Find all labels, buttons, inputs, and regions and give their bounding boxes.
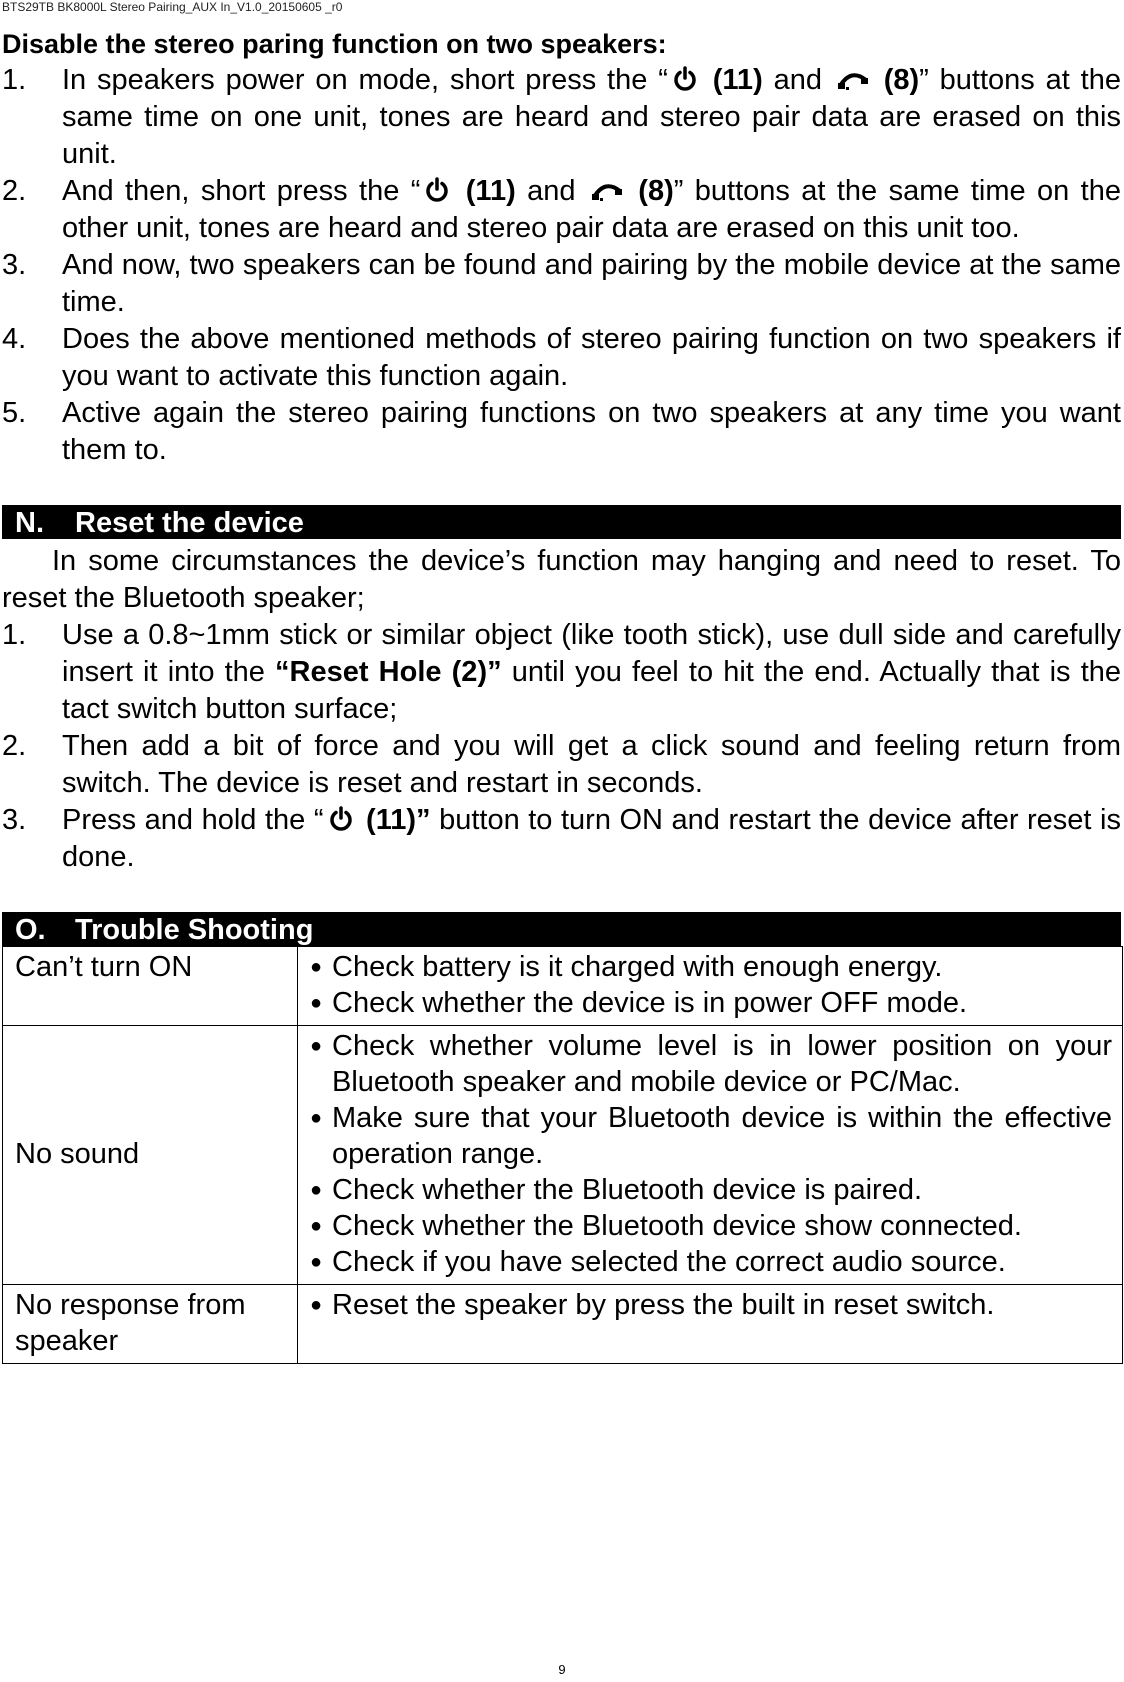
list-item: ● Check whether the device is in power OFF mode. — [310, 985, 1112, 1021]
checks-list — [310, 1028, 1112, 1280]
disable-section-title: Disable the stereo paring function on two speakers: — [2, 29, 667, 59]
table-row — [3, 947, 1123, 1026]
troubleshooting-table — [2, 946, 1123, 1364]
list-item: ● Check battery is it charged with enough energy. — [310, 949, 1112, 985]
checks-list — [310, 1287, 1112, 1323]
reset-steps-list — [2, 617, 1121, 876]
list-item: ● Check whether the Bluetooth device is paired. — [310, 1172, 1112, 1208]
checks-cell — [298, 1026, 1123, 1285]
table-row — [3, 1285, 1123, 1364]
problem-cell: No response from speaker — [3, 1285, 298, 1364]
disable-step-2: 2. And then, short press the “ (11) and (8)” buttons at the same time on the other unit, tones are heard and stereo pair data are erased on this unit too. — [2, 175, 1121, 244]
problem-cell: Can’t turn ON — [3, 947, 298, 1026]
checks-cell — [298, 947, 1123, 1026]
reset-intro: In some circumstances the device’s function may hanging and need to reset. To reset the Bluetooth speaker; — [2, 545, 1121, 614]
reset-step-2: 2. Then add a bit of force and you will get a click sound and feeling return from switch. The device is reset and restart in seconds. — [2, 730, 1121, 799]
checks-list — [310, 949, 1112, 1021]
power-icon — [328, 806, 354, 832]
reset-step-3: 3. Press and hold the “ (11)” button to turn ON and restart the device after reset is done. — [2, 804, 1121, 873]
table-row — [3, 1026, 1123, 1285]
list-item: ● Reset the speaker by press the built in reset switch. — [310, 1287, 1112, 1323]
list-item: ● Check if you have selected the correct audio source. — [310, 1244, 1112, 1280]
page-number: 9 — [558, 1662, 566, 1677]
reset-section-header: N. Reset the device — [2, 505, 1121, 539]
power-icon — [672, 66, 698, 92]
document-header: BTS29TB BK8000L Stereo Pairing_AUX In_V1.0_20150605 _r0 — [2, 0, 343, 14]
reset-step-1: 1. Use a 0.8~1mm stick or similar object (like tooth stick), use dull side and carefully insert it into the “Reset Hole (2)” until you feel to hit the end. Actually that is the tact switch button surface; — [2, 619, 1122, 725]
problem-cell: No sound — [3, 1026, 298, 1285]
list-item: ● Check whether the Bluetooth device show connected. — [310, 1208, 1112, 1244]
trouble-section-header: O. Trouble Shooting — [2, 912, 1121, 946]
list-item: ● Make sure that your Bluetooth device is within the effective operation range. — [310, 1100, 1112, 1172]
phone-icon — [591, 177, 623, 203]
page-content — [2, 26, 1121, 1364]
disable-step-1: 1. In speakers power on mode, short press the “ (11) and (8)” buttons at the same time on one unit, tones are heard and stereo pair data are erased on this unit. — [2, 64, 1121, 170]
disable-step-4: 4. Does the above mentioned methods of stereo pairing function on two speakers if you want to activate this function again. — [2, 323, 1121, 392]
disable-step-3: 3. And now, two speakers can be found and pairing by the mobile device at the same time. — [2, 249, 1121, 318]
power-icon — [424, 177, 450, 203]
disable-step-5: 5. Active again the stereo pairing functions on two speakers at any time you want them to. — [2, 397, 1121, 466]
disable-steps-list — [2, 62, 1121, 469]
phone-icon — [837, 66, 869, 92]
list-item: ● Check whether volume level is in lower position on your Bluetooth speaker and mobile device or PC/Mac. — [310, 1028, 1112, 1100]
checks-cell — [298, 1285, 1123, 1364]
